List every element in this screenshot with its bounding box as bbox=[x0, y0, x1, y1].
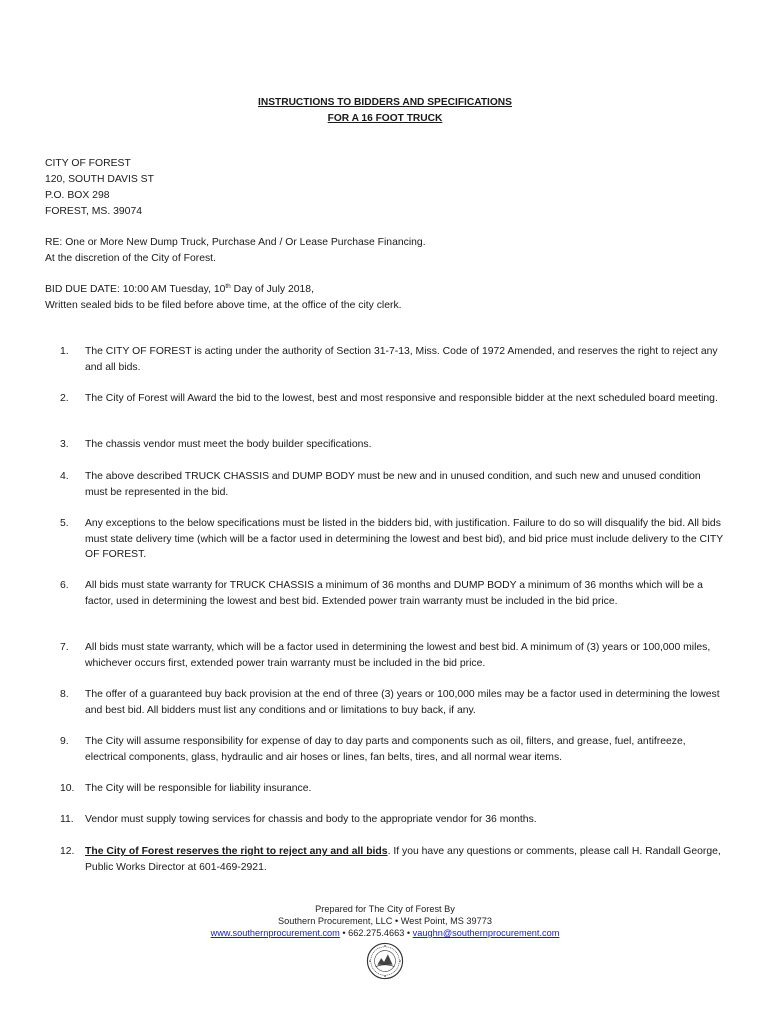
address-block bbox=[45, 156, 154, 220]
separator: • bbox=[404, 928, 413, 938]
address-line: CITY OF FOREST bbox=[45, 158, 131, 169]
list-item-number: 11. bbox=[60, 814, 74, 825]
re-line: RE: One or More New Dump Truck, Purchase And / Or Lease Purchase Financing. bbox=[45, 237, 426, 248]
list-item-text: Any exceptions to the below specifications must be listed in the bidders bid, with justification. Failure to do so will disqualify the bid. All bids must state delivery time (which will be a factor used in determining the lowest and best bid), and bid price must include delivery to the CITY OF FOREST. bbox=[85, 518, 723, 560]
list-item-text: The CITY OF FOREST is acting under the authority of Section 31-7-13, Miss. Code of 1972 Amended, and reserves the right to reject any and all bids. bbox=[85, 346, 718, 373]
address-line: FOREST, MS. 39074 bbox=[45, 206, 143, 217]
bid-due-prefix: BID DUE DATE: 10:00 AM Tuesday, 10 bbox=[45, 284, 226, 295]
phone-number: 662.275.4663 bbox=[348, 928, 405, 938]
list-item-number: 2. bbox=[60, 393, 69, 404]
list-item-number: 8. bbox=[60, 689, 69, 700]
list-item-number: 3. bbox=[60, 439, 69, 450]
address-line: 120, SOUTH DAVIS ST bbox=[45, 174, 154, 185]
list-item-text: The City will be responsible for liability insurance. bbox=[85, 783, 312, 794]
list-item-text: The above described TRUCK CHASSIS and DUMP BODY must be new and in unused condition, and such new and unused condition must be represented in the bid. bbox=[85, 471, 701, 498]
contact-statement: . If you have any questions or comments, please call H. Randall George, Public Works Director at 601-469-2921. bbox=[85, 846, 721, 873]
email-link[interactable]: vaughn@southernprocurement.com bbox=[412, 928, 560, 938]
footer-prepared-for: Prepared for The City of Forest By bbox=[315, 904, 455, 914]
separator: • bbox=[339, 928, 349, 938]
list-item-number: 5. bbox=[60, 518, 69, 529]
footer bbox=[0, 903, 770, 939]
bid-due-date bbox=[45, 282, 402, 298]
list-item-number: 6. bbox=[60, 580, 69, 591]
address-line: P.O. BOX 298 bbox=[45, 190, 110, 201]
list-item-number: 1. bbox=[60, 346, 69, 357]
bid-due-suffix: Day of July 2018, bbox=[230, 284, 314, 295]
list-item-text: The City of Forest will Award the bid to the lowest, best and most responsive and responsible bidder at the next scheduled board meeting. bbox=[85, 393, 718, 404]
footer-contact bbox=[0, 927, 770, 939]
footer-company: Southern Procurement, LLC • West Point, MS 39773 bbox=[278, 916, 492, 926]
bid-filing-instruction: Written sealed bids to be filed before above time, at the office of the city clerk. bbox=[45, 300, 402, 311]
website-link[interactable]: www.southernprocurement.com bbox=[210, 928, 340, 938]
list-item-number: 12. bbox=[60, 846, 75, 857]
list-item-number: 4. bbox=[60, 471, 69, 482]
list-item-text: All bids must state warranty, which will be a factor used in determining the lowest and best bid. A minimum of (3) years or 100,000 miles, whichever occurs first, extended power train warranty must be included in the bid price. bbox=[85, 642, 711, 669]
re-line: At the discretion of the City of Forest. bbox=[45, 253, 216, 264]
bid-due-block bbox=[45, 282, 402, 314]
list-item-number: 10. bbox=[60, 783, 75, 794]
re-block bbox=[45, 235, 426, 267]
list-item-text bbox=[85, 844, 725, 875]
list-item-text: The offer of a guaranteed buy back provision at the end of three (3) years or 100,000 miles may be a factor used in determining the lowest and best bid. All bidders must list any conditions and or limitations to buy back, if any. bbox=[85, 689, 720, 716]
bid-due-sup: th bbox=[225, 283, 231, 290]
list-item-text: The chassis vendor must meet the body builder specifications. bbox=[85, 439, 372, 450]
list-item-number: 7. bbox=[60, 642, 69, 653]
list-item-number: 9. bbox=[60, 736, 69, 747]
reject-bids-statement: The City of Forest reserves the right to reject any and all bids bbox=[85, 846, 388, 857]
list-item-text: Vendor must supply towing services for chassis and body to the appropriate vendor for 36 months. bbox=[85, 814, 537, 825]
document-title: INSTRUCTIONS TO BIDDERS AND SPECIFICATIONS bbox=[258, 97, 512, 108]
company-seal-icon bbox=[366, 942, 404, 980]
list-item-text: All bids must state warranty for TRUCK CHASSIS a minimum of 36 months and DUMP BODY a minimum of 36 months which will be a factor, used in determining the lowest and best bid. Extended power train warranty must be included in the bid price. bbox=[85, 580, 703, 607]
document-subtitle: FOR A 16 FOOT TRUCK bbox=[327, 113, 443, 124]
list-item-text: The City will assume responsibility for expense of day to day parts and components such as oil, filters, and grease, fuel, antifreeze, electrical components, glass, hydraulic and air hoses or lines, fan belts, tires, and all normal wear items. bbox=[85, 736, 686, 763]
